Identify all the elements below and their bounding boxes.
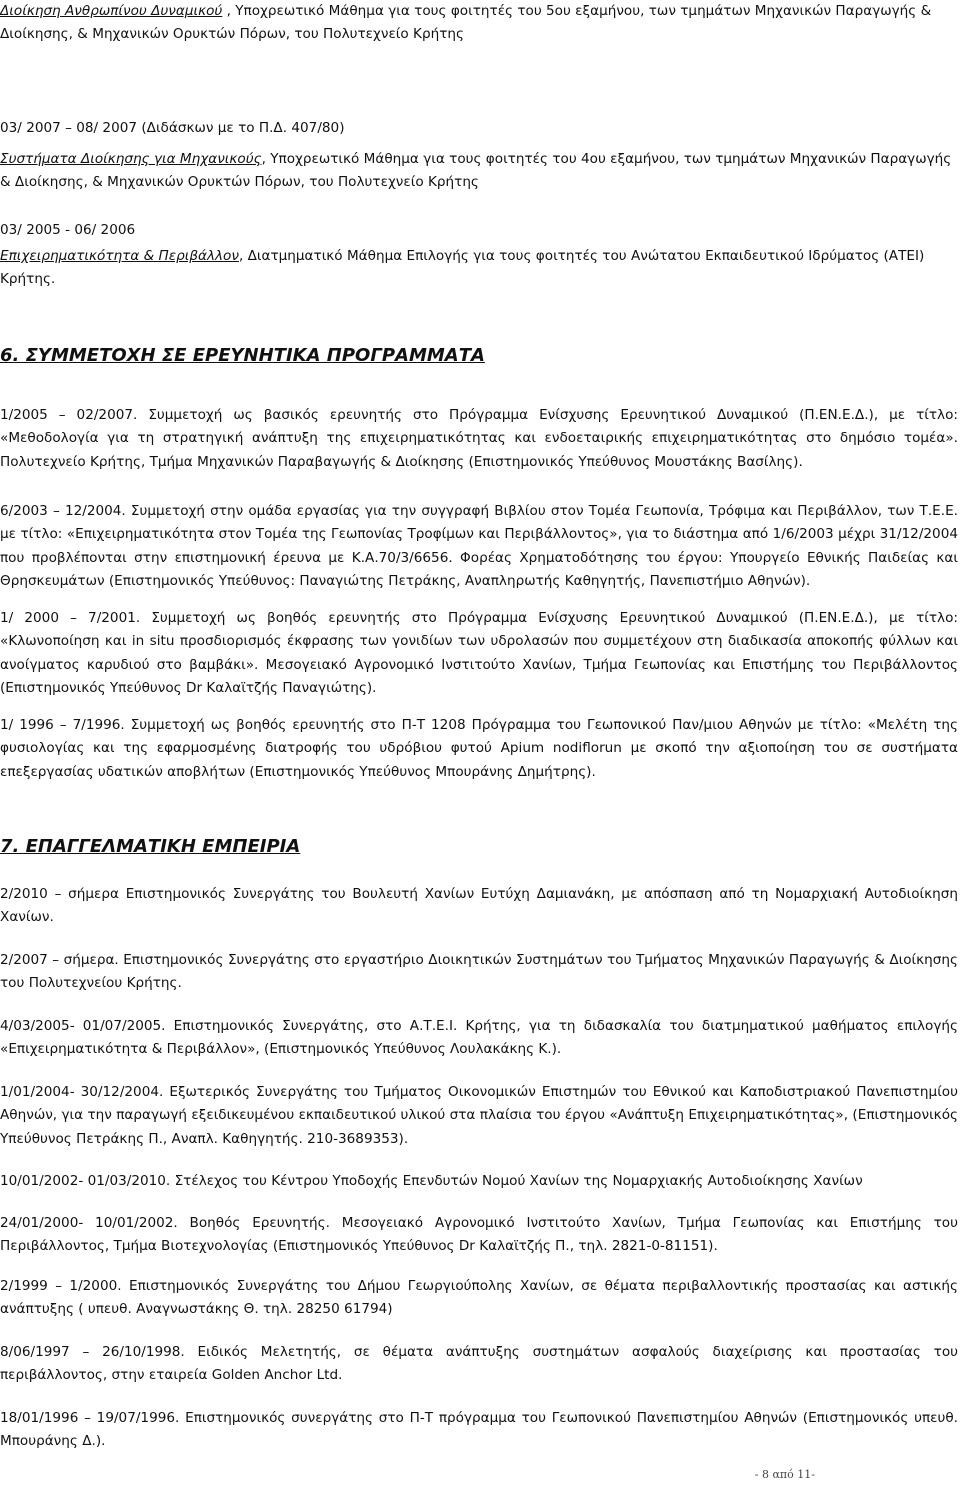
research-entry [0,607,958,701]
course-title: Διοίκηση Ανθρωπίνου Δυναμικού [0,3,223,19]
entry-text: Στέλεχος του Κέντρου Υποδοχής Επενδυτών Νομού Χανίων της Νομαρχιακής Αυτοδιοίκησης Χανίων [170,1173,863,1189]
course-description: , Διατμηματικό Μάθημα Επιλογής για τους φοιτητές του Ανώτατου Εκπαιδευτικού Ιδρύματος (ΑΤΕΙ) Κρήτης. [0,248,925,288]
teaching-period: 03/ 2005 - 06/ 2006 [0,222,136,238]
experience-entry [0,1275,958,1322]
entry-period: 4/03/2005- 01/07/2005. [0,1018,166,1034]
section-heading: 6. ΣΥΜΜΕΤΟΧΗ ΣΕ ΕΡΕΥΝΗΤΙΚΑ ΠΡΟΓΡΑΜΜΑΤΑ [0,345,485,366]
experience-entry [0,1407,958,1454]
entry-text: Επιστημονικός Συνεργάτης, στο Α.Τ.Ε.Ι. Κρήτης, για τη διδασκαλία του διατμηματικού μαθήματος επιλογής «Επιχειρηματικότητα & Περιβάλλον», (Επιστημονικός Υπεύθυνος Λουλακάκης Κ.). [0,1018,958,1058]
research-entry [0,500,958,594]
entry-text: Επιστημονικός Συνεργάτης στο εργαστήριο Διοικητικών Συστημάτων του Τμήματος Μηχανικών Παραγωγής & Διοίκησης του Πολυτεχνείου Κρήτης. [0,952,958,992]
entry-text: Επιστημονικός Συνεργάτης του Δήμου Γεωργιούπολης Χανίων, σε θέματα περιβαλλοντικής προστασίας και αστικής ανάπτυξης ( υπευθ. Αναγνωστάκης Θ. τηλ. 28250 61794) [0,1278,958,1318]
entry-period: 18/01/1996 – 19/07/1996. [0,1410,180,1426]
entry-text: Βοηθός Ερευνητής. Μεσογειακό Αγρονομικό Ινστιτούτο Χανίων, Τμήμα Γεωπονίας και Επιστήμης του Περιβάλλοντος, Τμήμα Βιοτεχνολογίας (Επιστημονικός Υπεύθυνος Dr Καλαϊτζής Π., τηλ. 2821-0-81151). [0,1215,958,1255]
course-title: Επιχειρηματικότητα & Περιβάλλον [0,248,239,264]
teaching-entry [0,148,958,195]
entry-period: 1/2005 – 02/2007. [0,407,138,423]
section-heading: 7. ΕΠΑΓΓΕΛΜΑΤΙΚΗ ΕΜΠΕΙΡΙΑ [0,836,301,857]
research-entry [0,404,958,474]
entry-text: Εξωτερικός Συνεργάτης του Τμήματος Οικονομικών Επιστημών του Εθνικού και Καποδιστριακού Πανεπιστημίου Αθηνών, για την παραγωγή εξειδικευμένου εκπαιδευτικού υλικού στα πλαίσια του έργου «Ανάπτυξη Επιχειρηματικότητας», (Επιστημονικός Υπεύθυνος Πετράκης Π., Αναπλ. Καθηγητής. 210-3689353). [0,1084,958,1147]
entry-text: Συμμετοχή ως βοηθός ερευνητής στο Πρόγραμμα Ενίσχυσης Ερευνητικού Δυναμικού (Π.ΕΝ.Ε.Δ.), με τίτλο: «Κλωνοποίηση και in situ προσδιορισμός έκφρασης των γονιδίων των υδρολασών που συμμετέχουν στη διαδικασία αποκοπής φύλλων και ανοίγματος καρυδιού στο βαμβάκι». Μεσογειακό Αγρονομικό Ινστιτούτο Χανίων, Τμήμα Γεωπονίας και Επιστήμης του Περιβάλλοντος (Επιστημονικός Υπεύθυνος Dr Καλαϊτζής Παναγιώτης). [0,610,959,697]
entry-period: 1/ 2000 – 7/2001. [0,610,141,626]
entry-text: Συμμετοχή στην ομάδα εργασίας για την συγγραφή Βιβλίου στον Τομέα Γεωπονία, Τρόφιμα και Περιβάλλον, των Τ.Ε.Ε. με τίτλο: «Επιχειρηματικότητα στον Τομέα της Γεωπονίας Τροφίμων και Περιβάλλοντος», για το διάστημα από 1/6/2003 μέχρι 31/12/2004 που προβλέπονται στην επιστημονική έρευνα με Κ.Α.70/3/6656. Φορέας Χρηματοδότησης του έργου: Υπουργείο Εθνικής Παιδείας και Θρησκευμάτων (Επιστημονικός Υπεύθυνος: Παναγιώτης Πετράκης, Αναπληρωτής Καθηγητής, Πανεπιστήμιο Αθηνών). [0,503,959,590]
entry-period: 6/2003 – 12/2004. [0,503,126,519]
experience-entry [0,883,958,930]
entry-text: Επιστημονικός συνεργάτης στο Π-Τ πρόγραμμα του Γεωπονικού Πανεπιστημίου Αθηνών (Επιστημονικός υπευθ. Μπουράνης Δ.). [0,1410,959,1450]
entry-period: 2/2010 – σήμερα [0,886,119,902]
course-description: , Υποχρεωτικό Μάθημα για τους φοιτητές του 5ου εξαμήνου, των τμημάτων Μηχανικών Παραγωγής & Διοίκησης, & Μηχανικών Ορυκτών Πόρων, του Πολυτεχνείο Κρήτης [0,3,932,43]
entry-text: Ειδικός Μελετητής, σε θέματα ανάπτυξης συστημάτων ασφαλούς διαχείρισης και προστασίας του περιβάλλοντος, στην εταιρεία Golden Anchor Ltd. [0,1344,958,1384]
entry-period: 8/06/1997 – 26/10/1998. [0,1344,185,1360]
experience-entry [0,1081,958,1151]
entry-text: Συμμετοχή ως βασικός ερευνητής στο Πρόγραμμα Ενίσχυσης Ερευνητικού Δυναμικού (Π.ΕΝ.Ε.Δ.), με τίτλο: «Μεθοδολογία για τη στρατηγική ανάπτυξη της επιχειρηματικότητας και ενδοεταιρικής επιχειρηματικότητας στο δημόσιο τομέα». Πολυτεχνείο Κρήτης, Τμήμα Μηχανικών Παραβαγωγής & Διοίκησης (Επιστημονικός Υπεύθυνος Μουστάκης Βασίλης). [0,407,958,470]
entry-text: Επιστημονικός Συνεργάτης του Βουλευτή Χανίων Ευτύχη Δαμιανάκη, με απόσπαση από τη Νομαρχιακή Αυτοδιοίκηση Χανίων. [0,886,958,926]
entry-period: 2/2007 – σήμερα. [0,952,119,968]
entry-period: 1/ 1996 – 7/1996. [0,717,125,733]
experience-entry [0,1170,958,1193]
entry-period: 2/1999 – 1/2000. [0,1278,122,1294]
teaching-entry [0,0,958,47]
teaching-entry [0,245,958,292]
experience-entry [0,1341,958,1388]
teaching-period: 03/ 2007 – 08/ 2007 (Διδάσκων με το Π.Δ. 407/80) [0,120,345,136]
course-description: , Υποχρεωτικό Μάθημα για τους φοιτητές του 4ου εξαμήνου, των τμημάτων Μηχανικών Παραγωγής & Διοίκησης, & Μηχανικών Ορυκτών Πόρων, του Πολυτεχνείο Κρήτης [0,151,952,191]
page-number: - 8 από 11- [754,1468,815,1481]
entry-period: 1/01/2004- 30/12/2004. [0,1084,164,1100]
course-title: Συστήματα Διοίκησης για Μηχανικούς [0,151,262,167]
experience-entry [0,949,958,996]
experience-entry [0,1212,958,1259]
entry-period: 10/01/2002- 01/03/2010. [0,1173,171,1189]
entry-period: 24/01/2000- 10/01/2002. [0,1215,178,1231]
research-entry [0,714,958,784]
entry-text: Συμμετοχή ως βοηθός ερευνητής στο Π-Τ 1208 Πρόγραμμα του Γεωπονικού Παν/μιου Αθηνών με τίτλο: «Μελέτη της φυσιολογίας και της εφαρμοσμένης διατροφής του υδρόβιου φυτού Apium nodiflorun με σκοπό την αξιοποίηση του σε συστήματα επεξεργασίας υδατικών αποβλήτων (Επιστημονικός Υπεύθυνος Μπουράνης Δημήτρης). [0,717,958,780]
experience-entry [0,1015,958,1062]
